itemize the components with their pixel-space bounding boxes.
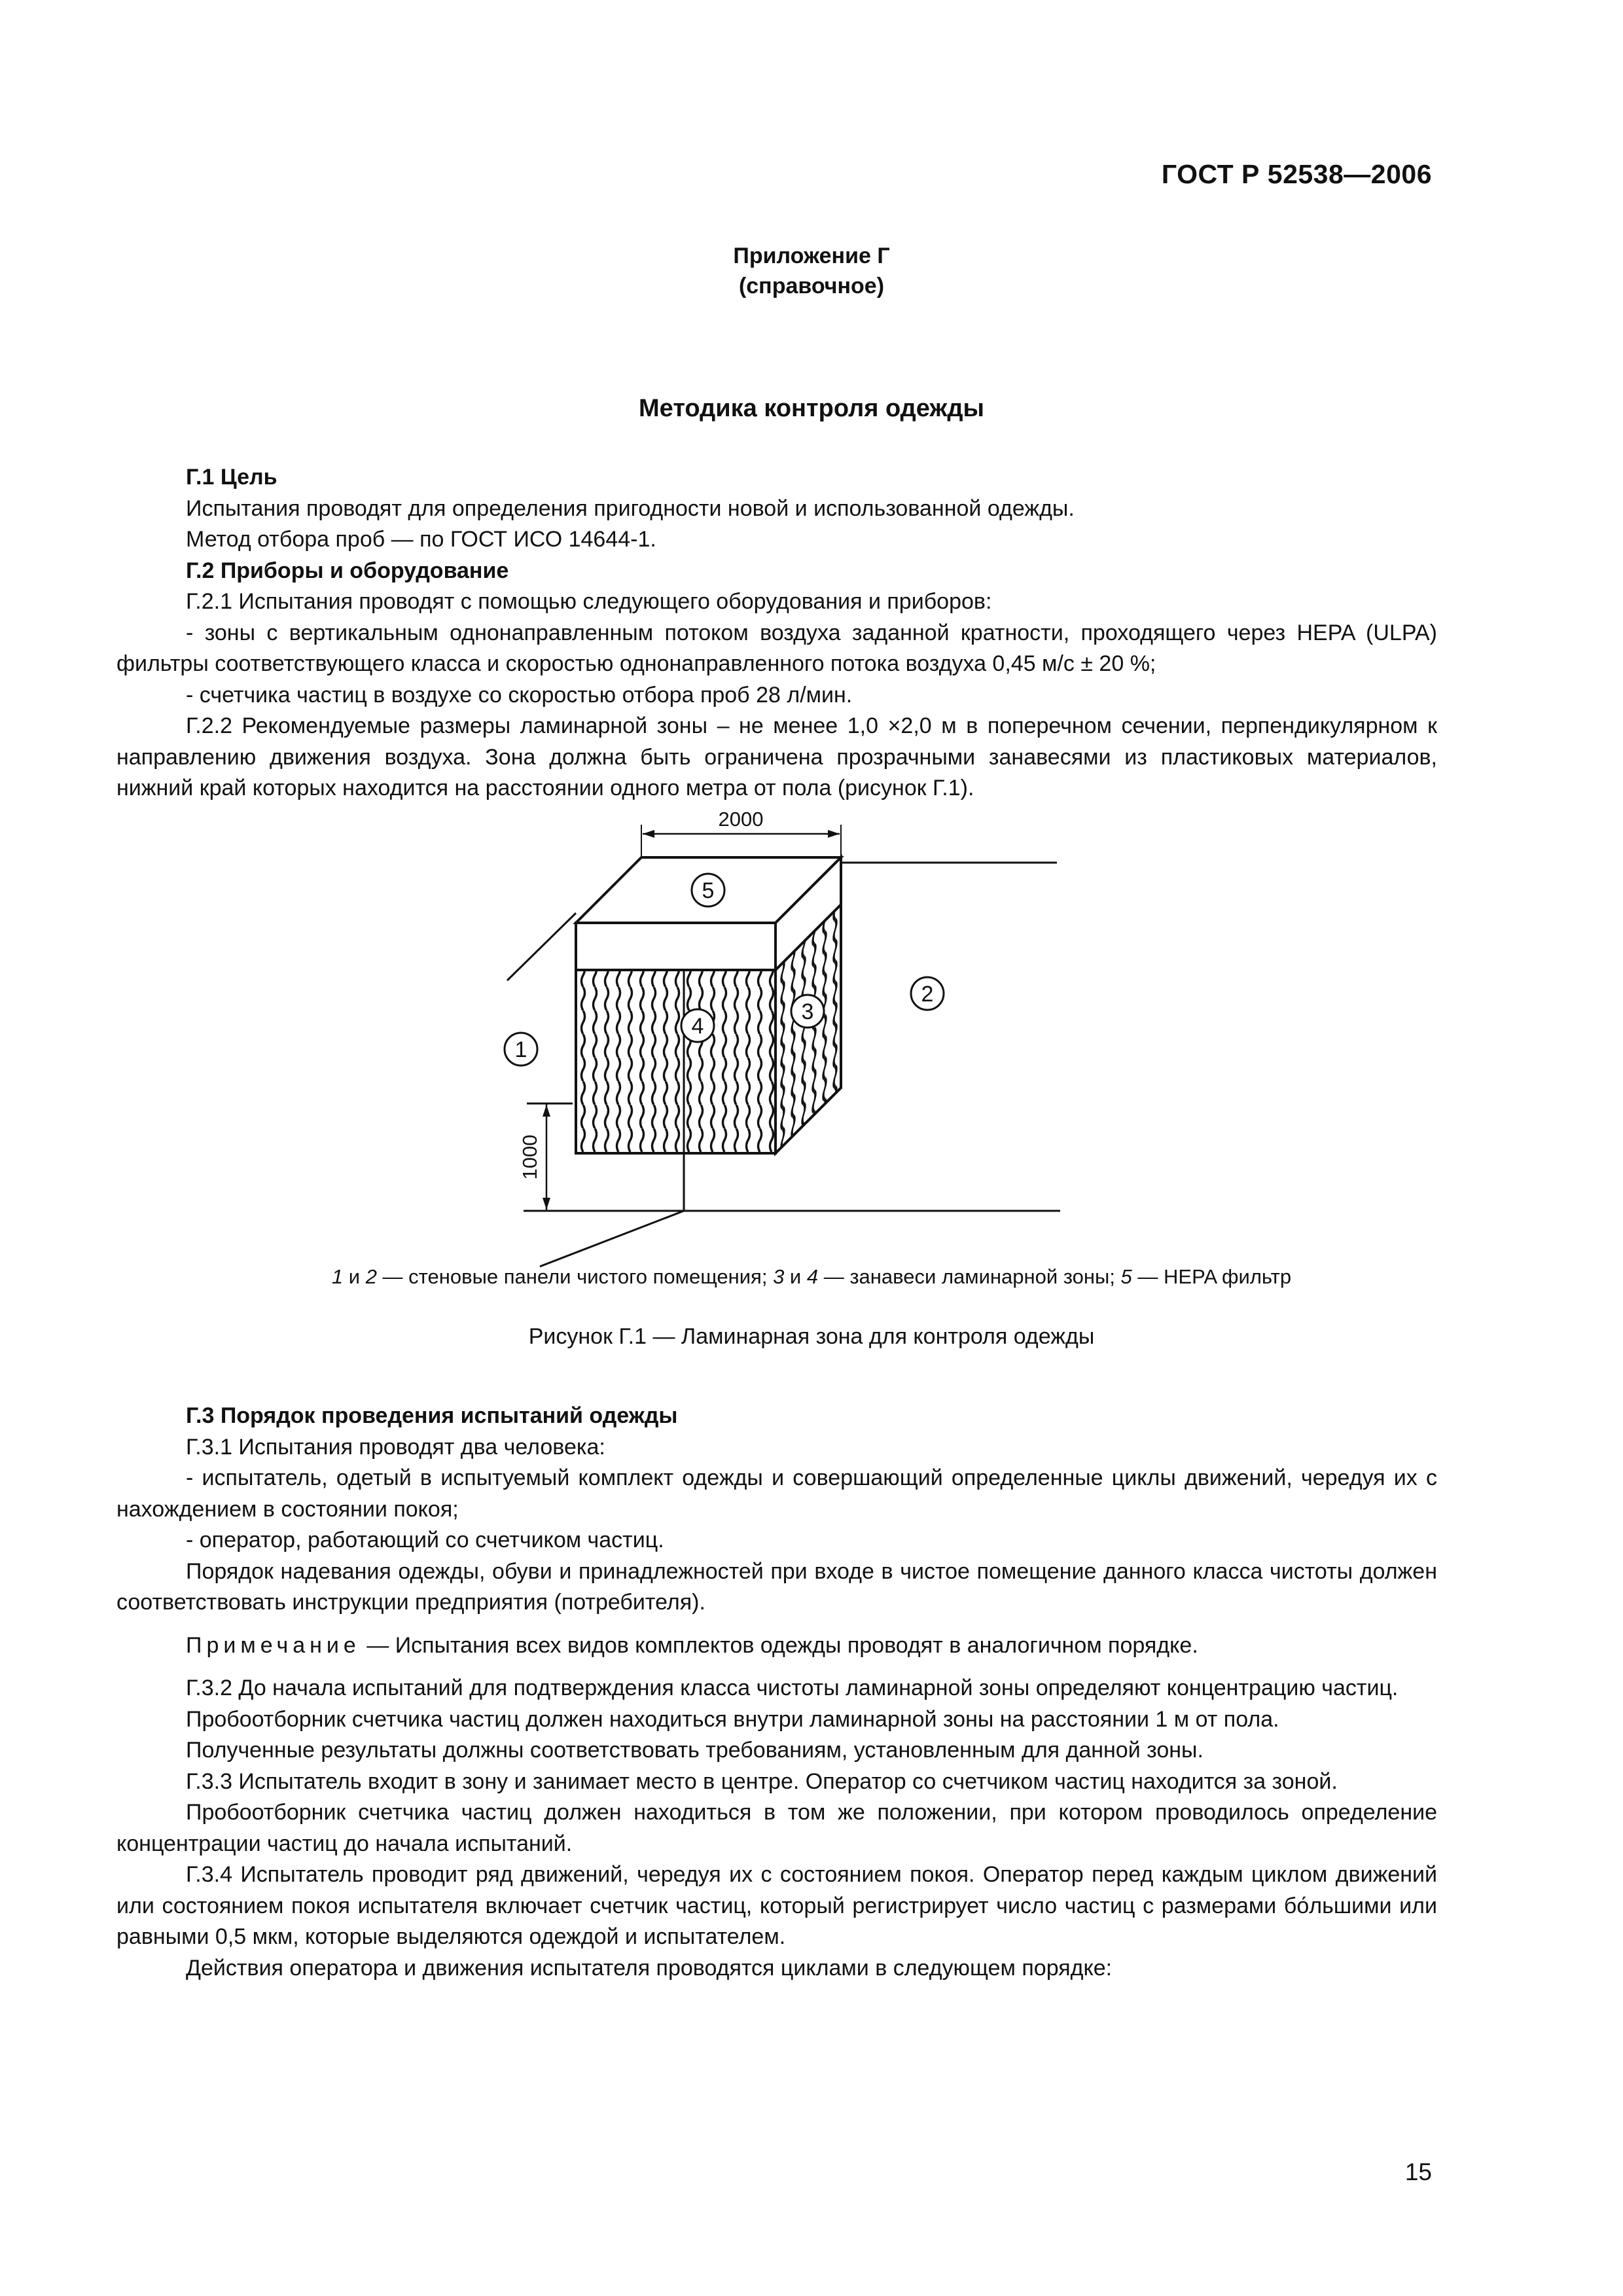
paragraph: Испытания проводят для определения пригодности новой и использованной одежды. <box>186 495 1075 521</box>
paragraph: Полученные результаты должны соответствовать требованиям, установленным для данной зоны. <box>186 1738 1204 1763</box>
paragraph: Порядок надевания одежды, обуви и принадлежностей при входе в чистое помещение данного класса чистоты должен соответствовать инструкции предприятия (потребителя). <box>116 1558 1437 1615</box>
page-title: Методика контроля одежды <box>639 395 984 422</box>
curtain-front <box>576 970 776 1153</box>
paragraph: - испытатель, одетый в испытуемый комплект одежды и совершающий определенные циклы движений, чередуя их с нахождением в состоянии покоя; <box>116 1465 1437 1522</box>
paragraph: Пробоотборник счетчика частиц должен находиться внутри ламинарной зоны на расстоянии 1 м от пола. <box>186 1706 1279 1732</box>
note <box>116 1630 1437 1662</box>
paragraph: Г.3.3 Испытатель входит в зону и занимает место в центре. Оператор со счетчиком частиц находится за зоной. <box>186 1768 1338 1794</box>
paragraph: Г.2.1 Испытания проводят с помощью следующего оборудования и приборов: <box>186 589 992 614</box>
paragraph: Метод отбора проб — по ГОСТ ИСО 14644-1. <box>186 527 656 552</box>
figure-legend: 1 и 2 — стеновые панели чистого помещения; 3 и 4 — занавеси ламинарной зоны; 5 — HEPA фильтр <box>331 1265 1292 1288</box>
dimension-height-label: 1000 <box>518 1134 541 1180</box>
wall-line <box>507 913 576 980</box>
annex-label: Приложение Г <box>733 243 890 268</box>
paragraph: Действия оператора и движения испытателя проводятся циклами в следующем порядке: <box>186 1955 1113 1981</box>
paragraph: - оператор, работающий со счетчиком частиц. <box>186 1528 664 1552</box>
note-label: Примечание <box>186 1632 361 1658</box>
paragraph: - зоны с вертикальным однонаправленным потоком воздуха заданной кратности, проходящего через HEPA (ULPA) фильтры соответствующего класса и скоростью однонаправленного потока воздуха 0,45 м/с ± 20 %; <box>116 620 1437 676</box>
note-text: — Испытания всех видов комплектов одежды проводят в аналогичном порядке. <box>360 1632 1198 1658</box>
paragraph: - счетчика частиц в воздухе со скоростью отбора проб 28 л/мин. <box>186 682 853 708</box>
document-standard-id: ГОСТ Р 52538—2006 <box>1161 159 1432 189</box>
callout-label: 5 <box>702 878 715 903</box>
paragraph: Г.3.4 Испытатель проводит ряд движений, чередуя их с состоянием покоя. Оператор перед каждым циклом движений или состоянием покоя испытателя включает счетчик частиц, который регистрирует число частиц с размерами бо́льшими или равными 0,5 мкм, которые выделяются одеждой и испытателем. <box>116 1862 1437 1949</box>
floor-line <box>540 1211 684 1266</box>
callout-label: 1 <box>514 1037 527 1062</box>
section-3 <box>116 1401 1437 1984</box>
callout-label: 3 <box>801 999 814 1024</box>
paragraph: Г.3.2 До начала испытаний для подтверждения класса чистоты ламинарной зоны определяют концентрацию частиц. <box>186 1676 1399 1700</box>
section-heading-goal: Г.1 Цель <box>186 465 277 490</box>
sections-1-2 <box>116 462 1437 804</box>
paragraph: Г.2.2 Рекомендуемые размеры ламинарной зоны – не менее 1,0 ×2,0 м в поперечном сечении, перпендикулярном к направлению движения воздуха. Зона должна быть ограничена прозрачными занавесями из пластиковых материалов, нижний край которых находится на расстоянии одного метра от пола (рисунок Г.1). <box>116 713 1437 800</box>
dimension-width-label: 2000 <box>718 808 764 831</box>
callout-label: 2 <box>921 982 934 1007</box>
section-heading-procedure: Г.3 Порядок проведения испытаний одежды <box>186 1403 678 1428</box>
callout-label: 4 <box>691 1014 704 1039</box>
paragraph: Пробоотборник счетчика частиц должен находиться в том же положении, при котором проводилось определение концентрации частиц до начала испытаний. <box>116 1800 1437 1856</box>
annex-type: (справочное) <box>738 274 885 298</box>
filter-front <box>576 923 776 970</box>
laminar-zone-diagram <box>497 798 1060 1270</box>
figure-laminar-zone <box>497 798 1060 1270</box>
paragraph: Г.3.1 Испытания проводят два человека: <box>186 1434 605 1460</box>
figure-caption: Рисунок Г.1 — Ламинарная зона для контроля одежды <box>528 1324 1095 1349</box>
section-heading-equipment: Г.2 Приборы и оборудование <box>186 558 509 583</box>
page-number: 15 <box>1404 2159 1432 2185</box>
